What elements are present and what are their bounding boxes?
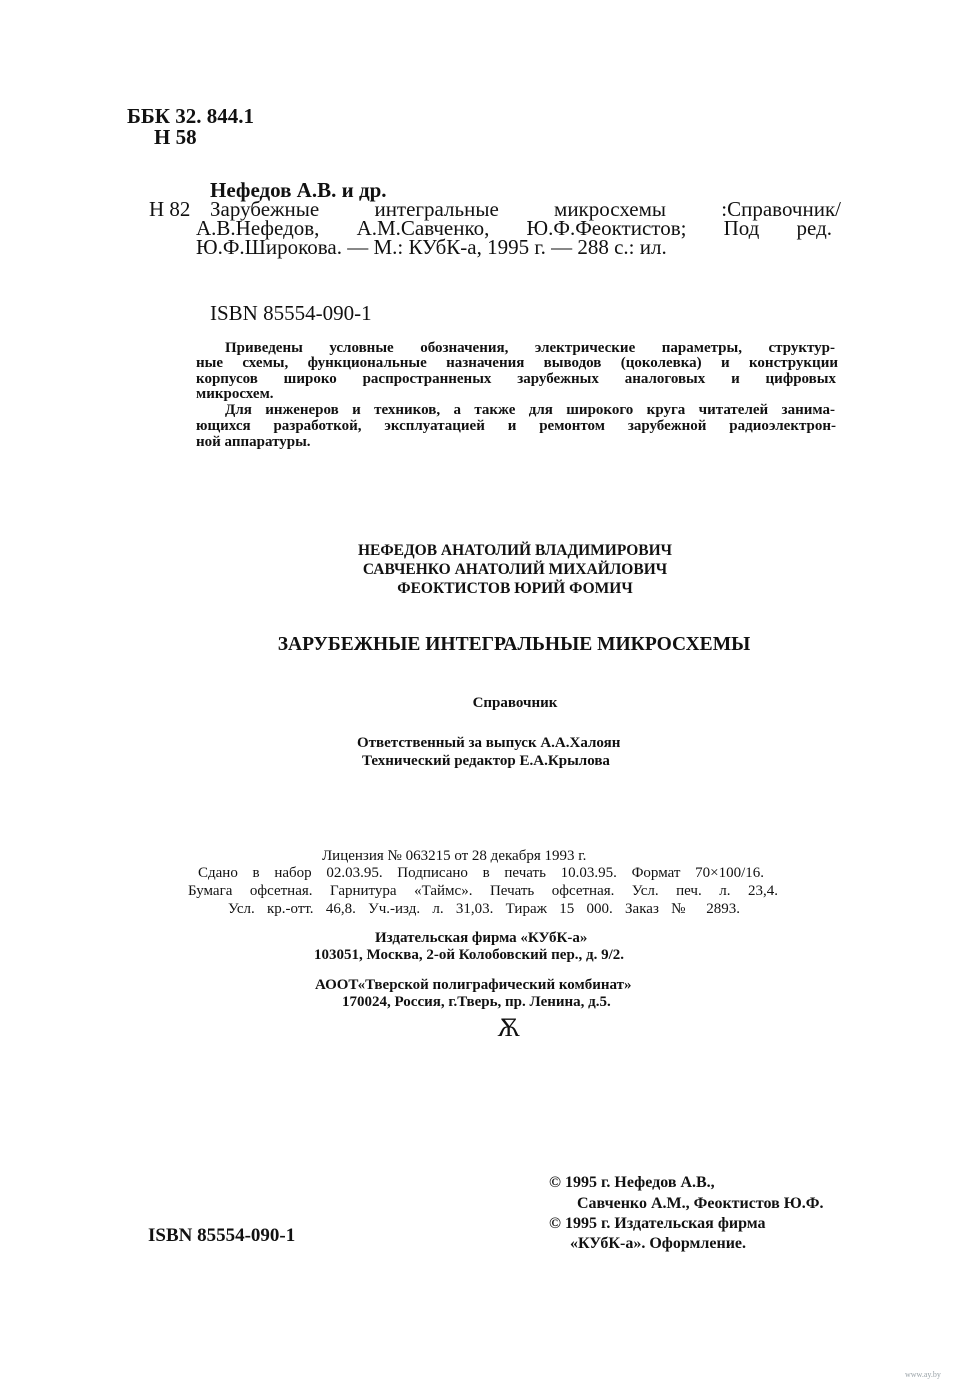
printer-address: 170024, Россия, г.Тверь, пр. Ленина, д.5. [342, 994, 611, 1010]
responsible-editor: Ответственный за выпуск А.А.Халоян [357, 735, 621, 751]
annotation-line-1: Приведены условные обозначения, электрические параметры, структур- [225, 340, 835, 356]
license-line: Лицензия № 063215 от 28 декабря 1993 г. [322, 848, 587, 864]
printer-name: АООТ«Тверской полиграфический комбинат» [315, 977, 632, 993]
author-sign-code: Н 58 [154, 125, 197, 149]
catalog-mark: Н 82 [149, 197, 191, 221]
copyright-line-3: © 1995 г. Издательская фирма [549, 1215, 766, 1232]
book-subtitle: Справочник [472, 695, 558, 711]
book-title: ЗАРУБЕЖНЫЕ ИНТЕГРАЛЬНЫЕ МИКРОСХЕМЫ [277, 634, 751, 655]
publisher-name: Издательская фирма «КУбК-а» [375, 930, 588, 946]
catalog-author-heading: Нефедов А.В. и др. [210, 178, 387, 202]
annotation-line-7: ной аппаратуры. [196, 434, 311, 450]
annotation-line-6: ющихся разработкой, эксплуатацией и ремонтом зарубежной радиоэлектрон- [196, 418, 836, 434]
technical-editor: Технический редактор Е.А.Крылова [362, 753, 610, 769]
catalog-line-2: А.В.Нефедов, А.М.Савченко, Ю.Ф.Феоктистов; Под ред. [196, 216, 832, 240]
publisher-address: 103051, Москва, 2-ой Колобовский пер., д. 9/2. [314, 947, 625, 963]
copyright-line-2: Савченко А.М., Феоктистов Ю.Ф. [577, 1195, 824, 1212]
copyright-line-4: «КУбК-а». Оформление. [570, 1235, 747, 1252]
catalog-line-3: Ю.Ф.Широкова. — М.: КУбК-а, 1995 г. — 288 с.: ил. [196, 235, 667, 259]
catalog-line-1: Зарубежные интегральные микросхемы :Справочник/ [210, 197, 841, 221]
isbn-bottom: ISBN 85554-090-1 [148, 1225, 296, 1246]
bbk-code: ББК 32. 844.1 [127, 104, 254, 128]
annotation-line-4: микросхем. [196, 386, 274, 402]
imprint-line-3: Усл. кр.-отт. 46,8. Уч.-изд. л. 31,03. Тираж 15 000. Заказ № 2893. [228, 901, 740, 917]
author-name-2: САВЧЕНКО АНАТОЛИЙ МИХАЙЛОВИЧ [362, 561, 668, 578]
isbn-top: ISBN 85554-090-1 [210, 301, 372, 325]
author-name-1: НЕФЕДОВ АНАТОЛИЙ ВЛАДИМИРОВИЧ [357, 542, 673, 559]
imprint-line-2: Бумага офсетная. Гарнитура «Таймс». Печать офсетная. Усл. печ. л. 23,4. [188, 883, 778, 899]
author-name-3: ФЕОКТИСТОВ ЮРИЙ ФОМИЧ [397, 580, 633, 597]
annotation-line-2: ные схемы, функциональные назначения выводов (цоколевка) и конструкции [196, 355, 838, 371]
annotation-line-5: Для инженеров и техников, а также для широкого круга читателей занима- [225, 402, 835, 418]
copyright-line-1: © 1995 г. Нефедов А.В., [549, 1174, 715, 1191]
imprint-line-1: Сдано в набор 02.03.95. Подписано в печать 10.03.95. Формат 70×100/16. [198, 865, 764, 881]
watermark: www.ay.by [905, 1370, 941, 1379]
annotation-line-3: корпусов широко распространненых зарубежных аналоговых и цифровых [196, 371, 836, 387]
printer-logo: Ѫ [497, 1013, 521, 1042]
